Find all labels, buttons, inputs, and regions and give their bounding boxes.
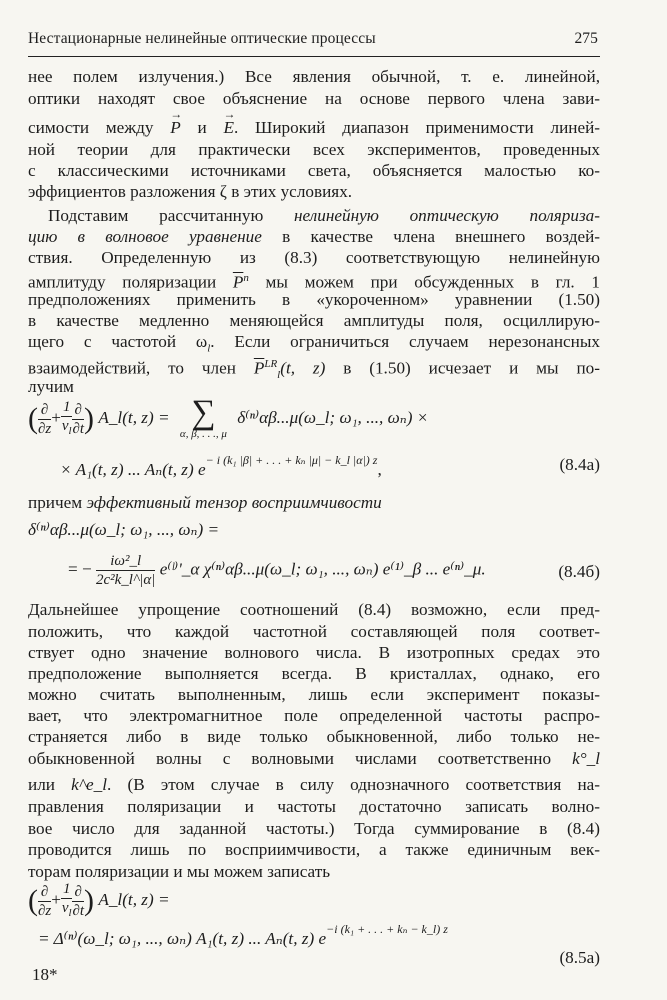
equation-8-5a-line2: = Δ⁽ⁿ⁾(ω_l; ω₁, ..., ωₙ) A₁(t, z) ... Aₙ(t, z) $e^{-i (k_1 + . . . + k_n - k\_l) z}$ (38, 922, 448, 948)
text-line: ной теории для практически всех экспериментов, проведенных (28, 140, 600, 159)
text-line: причем эффективный тензор восприимчивости (28, 493, 382, 512)
text-line: торам поляризации и мы можем записать (28, 862, 331, 881)
text-line: симости между → P и → E. Широкий диапазон применимости линей- (28, 117, 600, 138)
text-line: вое число для заданной частоты.) Тогда суммирование в (8.4) (28, 819, 600, 838)
text-line: предположениях применить в «укороченном» уравнении (1.50) (28, 290, 600, 309)
text-line: цию в волновое уравнение в качестве члена внешнего воздей- (28, 227, 601, 246)
text-line: или k^e_l. (В этом случае в силу однозначного соответствия на- (28, 775, 600, 794)
text-line: амплитуду поляризации $\overline{P}^n$ мы можем при обсужденных в гл. 1 (28, 272, 600, 292)
equation-number: (8.4а) (559, 455, 600, 474)
equation-8-4b-line2: = − $\frac{\text{iω²\_l}}{\text{2c²k\_l\textasciicircum{}|α|}}$ e⁽ˡ⁾ʹ_α χ⁽ⁿ⁾αβ...μ(ω_l; ω₁, ..., ωₙ) e⁽¹⁾_β ... e⁽ⁿ⁾_μ. (68, 553, 486, 588)
running-header (28, 30, 598, 48)
text-line: вает, что электромагнитное поле определенной частоты распро- (28, 706, 600, 725)
text-line: оптики находят свое объяснение на основе первого члена зави- (28, 89, 600, 108)
equation-8-5a-line1: ( $\frac{\partial}{\partial z}$ + $\frac{1}{v_l}$ $\frac{\partial}{\partial t}$ ) A_l(t, z) = (28, 881, 170, 919)
equation-8-4b-line1: δ⁽ⁿ⁾αβ...μ(ω_l; ω₁, ..., ωₙ) = (28, 520, 220, 539)
text-line: обыкновенной волны с волновыми числами соответственно k°_l (28, 749, 601, 768)
text-line: предположение выполняется всегда. В кристаллах, однако, его (28, 664, 600, 683)
header-rule (28, 56, 600, 57)
signature-mark: 18* (32, 965, 58, 984)
text-line: Подставим рассчитанную нелинейную оптическую поляриза- (48, 206, 600, 225)
text-line: ствия. Определенную из (8.3) соответствующую нелинейную (28, 248, 600, 267)
text-line: Дальнейшее упрощение соотношений (8.4) возможно, если пред- (28, 600, 600, 619)
text-line: проводится лишь по восприимчивости, а также единичным век- (28, 840, 600, 859)
page-number: 275 (574, 30, 598, 47)
text-line: правления поляризации и частоты достаточно записать волно- (28, 797, 600, 816)
text-line: лучим (28, 377, 74, 396)
text-line: нее полем излучения.) Все явления обычной, т. е. линейной, (28, 67, 600, 86)
text-line: эффициентов разложения ζ в этих условиях. (28, 182, 353, 201)
equation-8-4a-line2: × A₁(t, z) ... Aₙ(t, z) $e^{- i (k_1 |\beta| + . . . + k_n |\mu| - k\_l |\alpha|) z}$, (60, 453, 382, 479)
text-line: положить, что каждой частотной составляющей поля соответ- (28, 622, 600, 641)
equation-8-4a-line1: ( $\frac{\partial}{\partial z}$ + $\frac{1}{v_l}$ $\frac{\partial}{\partial t}$ ) A_l(t, z) = ∑ α, β, . . ., μ δ⁽ⁿ⁾αβ...μ(ω_l; ω₁, ..., ωₙ) × (28, 394, 429, 440)
text-line: взаимодействий, то член $\overline{P}^{LR}_l(t$, z) в (1.50) исчезает и мы по- (28, 358, 600, 382)
text-line: страняется либо в виде только обыкновенной, либо только не- (28, 727, 600, 746)
header-title: Нестационарные нелинейные оптические процессы (28, 30, 376, 47)
equation-number: (8.5а) (559, 948, 600, 967)
text-line: можно считать выполненным, лишь если эксперимент показы- (28, 685, 600, 704)
text-line: в качестве медленно меняющейся амплитуды поля, осциллирую- (28, 311, 600, 330)
equation-number: (8.4б) (558, 562, 600, 581)
text-line: щего с частотой $\omega_l$. Если ограничиться случаем нерезонансных (28, 332, 600, 355)
text-line: с классическими источниками света, объясняется малостью ко- (28, 161, 600, 180)
text-line: ствует одно значение волнового числа. В изотропных средах это (28, 643, 600, 662)
